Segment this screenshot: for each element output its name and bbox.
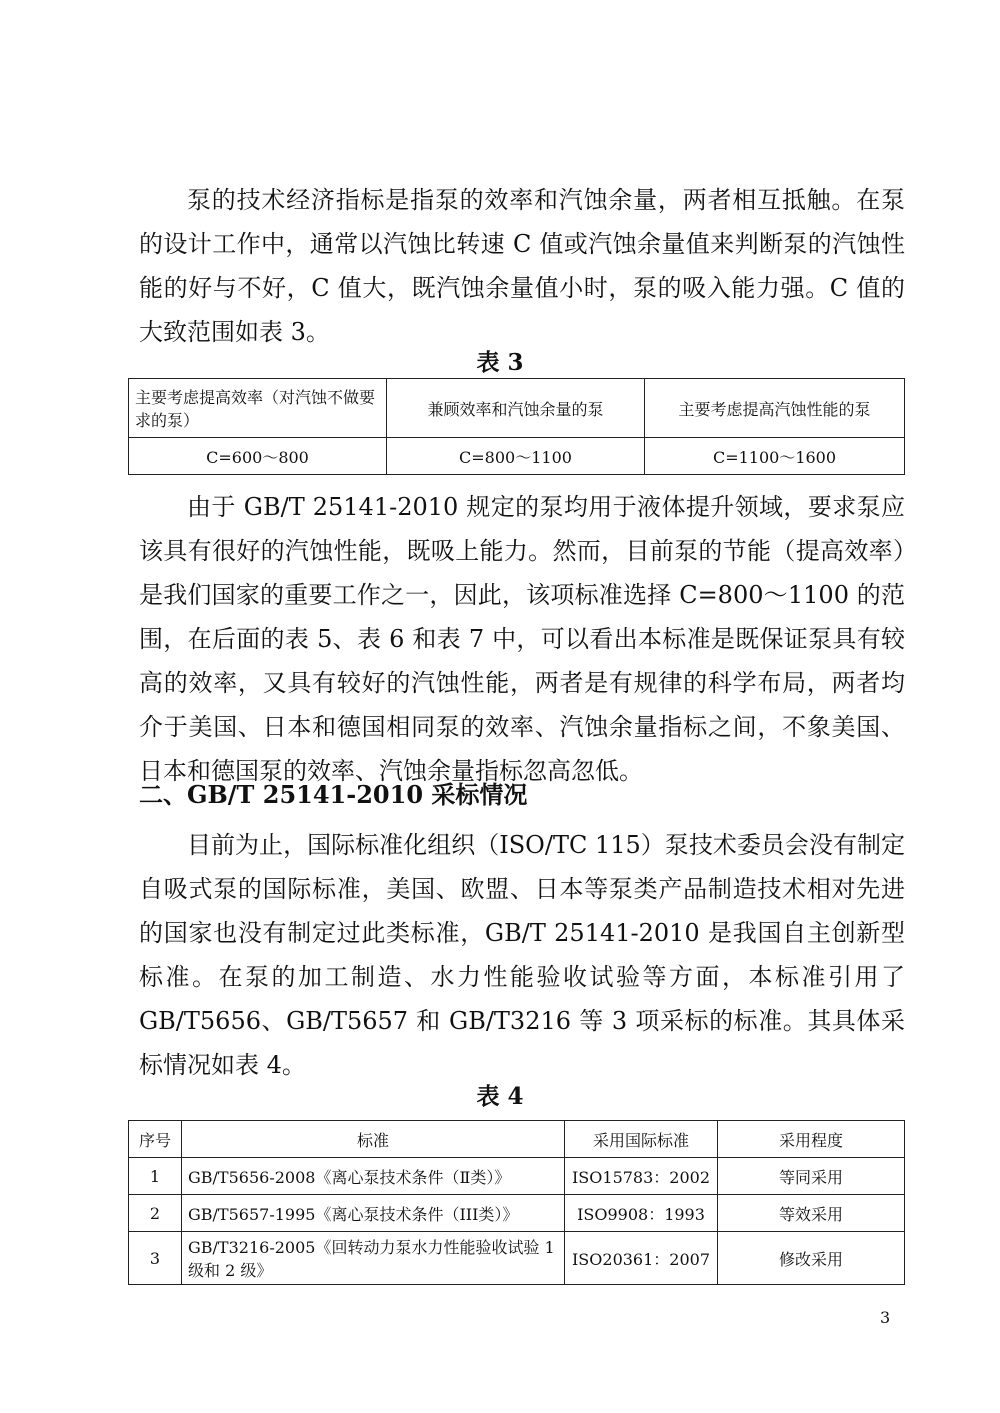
table-row — [129, 1232, 905, 1285]
table4 — [128, 1120, 905, 1285]
table4-header-row — [129, 1121, 905, 1158]
table4-cell: 修改采用 — [718, 1232, 905, 1285]
table4-cell: 2 — [129, 1195, 182, 1232]
table3-value-cell: C=600～800 — [129, 438, 387, 475]
table3-header-cell: 兼顾效率和汽蚀余量的泵 — [387, 379, 645, 438]
table4-cell: GB/T3216-2005《回转动力泵水力性能验收试验 1 级和 2 级》 — [182, 1232, 565, 1285]
table3 — [128, 378, 905, 475]
table4-cell: ISO20361：2007 — [565, 1232, 718, 1285]
table4-cell: GB/T5656-2008《离心泵技术条件（Ⅱ类）》 — [182, 1158, 565, 1195]
table3-value-row — [129, 438, 905, 475]
table4-cell: 3 — [129, 1232, 182, 1285]
paragraph-adoption: 目前为止，国际标准化组织（ISO/TC 115）泵技术委员会没有制定自吸式泵的国际标准，美国、欧盟、日本等泵类产品制造技术相对先进的国家也没有制定过此类标准，GB/T 25141-2010 是我国自主创新型标准。在泵的加工制造、水力性能验收试验等方面，本标准引用了 GB/T5656、GB/T5657 和 GB/T3216 等 3 项采标的标准。其具体采标情况如表 4。 — [139, 831, 905, 1079]
section-heading: 二、GB/T 25141-2010 采标情况 — [139, 780, 528, 809]
table3-value-cell: C=800～1100 — [387, 438, 645, 475]
table-row — [129, 1195, 905, 1232]
table-row — [129, 1158, 905, 1195]
table4-header-cell: 标准 — [182, 1121, 565, 1158]
table4-header-cell: 序号 — [129, 1121, 182, 1158]
table3-value-cell: C=1100～1600 — [645, 438, 905, 475]
paragraph-intro: 泵的技术经济指标是指泵的效率和汽蚀余量，两者相互抵触。在泵的设计工作中，通常以汽蚀比转速 C 值或汽蚀余量值来判断泵的汽蚀性能的好与不好，C 值大，既汽蚀余量值小时，泵的吸入能力强。C 值的大致范围如表 3。 — [139, 186, 905, 346]
table4-header-cell: 采用程度 — [718, 1121, 905, 1158]
table4-cell: 等效采用 — [718, 1195, 905, 1232]
table3-caption: 表 3 — [476, 349, 524, 376]
table3-header-row — [129, 379, 905, 438]
table4-cell: ISO15783：2002 — [565, 1158, 718, 1195]
table4-header-cell: 采用国际标准 — [565, 1121, 718, 1158]
table4-cell: ISO9908：1993 — [565, 1195, 718, 1232]
paragraph-standard-selection: 由于 GB/T 25141-2010 规定的泵均用于液体提升领域，要求泵应该具有很好的汽蚀性能，既吸上能力。然而，目前泵的节能（提高效率）是我们国家的重要工作之一，因此，该项标准选择 C=800～1100 的范围，在后面的表 5、表 6 和表 7 中，可以看出本标准是既保证泵具有较高的效率，又具有较好的汽蚀性能，两者是有规律的科学布局，两者均介于美国、日本和德国相同泵的效率、汽蚀余量指标之间，不象美国、日本和德国泵的效率、汽蚀余量指标忽高忽低。 — [139, 493, 905, 785]
table4-cell: GB/T5657-1995《离心泵技术条件（III类）》 — [182, 1195, 565, 1232]
table3-header-cell: 主要考虑提高效率（对汽蚀不做要求的泵） — [129, 379, 387, 438]
table4-caption: 表 4 — [476, 1083, 524, 1110]
table4-cell: 等同采用 — [718, 1158, 905, 1195]
table3-header-cell: 主要考虑提高汽蚀性能的泵 — [645, 379, 905, 438]
table4-cell: 1 — [129, 1158, 182, 1195]
page-number: 3 — [880, 1308, 891, 1327]
